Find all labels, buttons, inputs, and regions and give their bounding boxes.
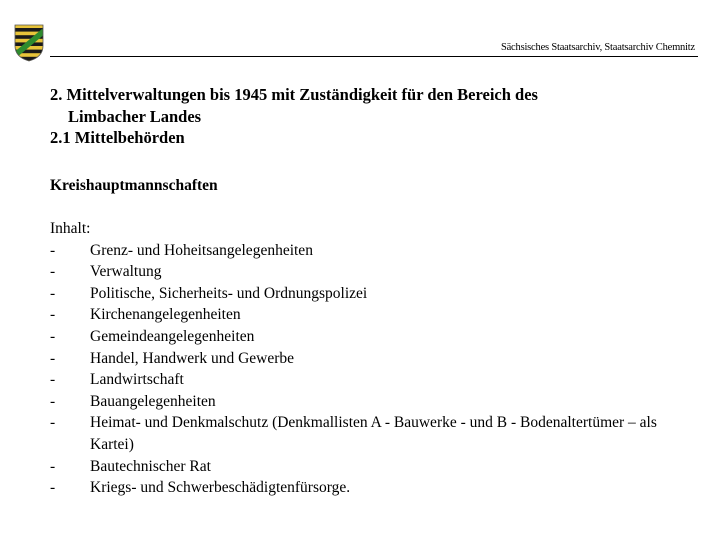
list-item bbox=[50, 261, 690, 283]
list-item-text: Bauangelegenheiten bbox=[90, 392, 216, 410]
institution-name: Sächsisches Staatsarchiv, Staatsarchiv Chemnitz bbox=[500, 42, 695, 53]
page-title bbox=[50, 84, 690, 149]
bullet-dash: - bbox=[50, 392, 56, 410]
list-item bbox=[50, 477, 690, 499]
list-item-text: Gemeindeangelegenheiten bbox=[90, 327, 255, 345]
section-heading: Kreishauptmannschaften bbox=[50, 177, 218, 194]
title-line-2: Limbacher Landes bbox=[68, 106, 202, 126]
list-item bbox=[50, 369, 690, 391]
list-item-text: Kriegs- und Schwerbeschädigtenfürsorge. bbox=[90, 479, 351, 497]
bullet-dash: - bbox=[50, 284, 56, 302]
content-label: Inhalt: bbox=[50, 220, 91, 237]
list-item-text: Grenz- und Hoheitsangelegenheiten bbox=[90, 241, 313, 259]
list-item-text: Politische, Sicherheits- und Ordnungspolizei bbox=[90, 284, 368, 302]
list-item-text: Verwaltung bbox=[90, 263, 162, 281]
list-item-text: Handel, Handwerk und Gewerbe bbox=[90, 349, 295, 367]
content-list bbox=[50, 218, 690, 499]
list-item bbox=[50, 304, 690, 326]
title-line-1: 2. Mittelverwaltungen bis 1945 mit Zuständigkeit für den Bereich des bbox=[50, 85, 538, 104]
bullet-dash: - bbox=[50, 349, 56, 367]
title-line-3: 2.1 Mittelbehörden bbox=[50, 128, 185, 147]
list-item bbox=[50, 456, 690, 478]
list-item-text: Landwirtschaft bbox=[90, 371, 184, 389]
list-item bbox=[50, 412, 690, 455]
header-divider bbox=[50, 56, 698, 57]
bullet-dash: - bbox=[50, 457, 56, 475]
bullet-dash: - bbox=[50, 327, 56, 345]
list-item bbox=[50, 326, 690, 348]
bullet-dash: - bbox=[50, 263, 56, 281]
list-item bbox=[50, 283, 690, 305]
bullet-dash: - bbox=[50, 371, 56, 389]
list-item bbox=[50, 348, 690, 370]
bullet-dash: - bbox=[50, 306, 56, 324]
bullet-dash: - bbox=[50, 479, 56, 497]
list-item-text: Bautechnischer Rat bbox=[90, 457, 211, 475]
bullet-dash: - bbox=[50, 241, 56, 259]
list-item bbox=[50, 240, 690, 262]
list-item-text: Kirchenangelegenheiten bbox=[90, 306, 241, 324]
list-item bbox=[50, 391, 690, 413]
list-item-text: Heimat- und Denkmalschutz (Denkmallisten A - Bauwerke - und B - Bodenaltertümer – als Kartei) bbox=[90, 414, 657, 453]
bullet-dash: - bbox=[50, 414, 56, 432]
saxony-coat-of-arms-icon bbox=[14, 24, 44, 62]
